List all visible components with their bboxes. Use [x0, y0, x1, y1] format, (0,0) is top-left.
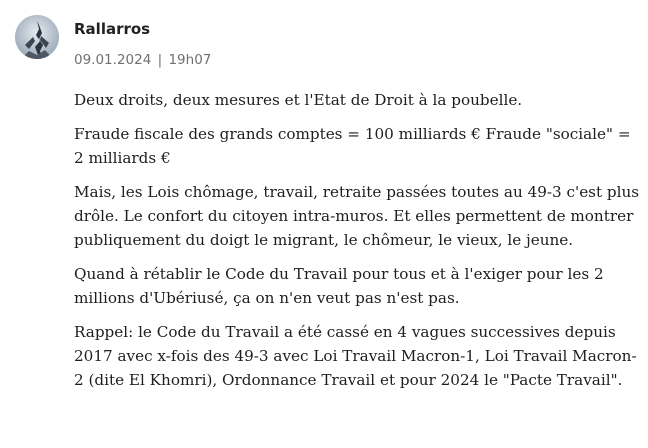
- comment-author[interactable]: Rallarros: [74, 20, 151, 38]
- timestamp-separator: |: [157, 52, 163, 68]
- comment-paragraph: Fraude fiscale des grands comptes = 100 milliards € Fraude "sociale" = 2 milliards €: [74, 125, 631, 167]
- comment-paragraph: Mais, les Lois chômage, travail, retraite passées toutes au 49-3 c'est plus drôle. Le confort du citoyen intra-muros. Et elles permettent de montrer publiquement du doigt le migrant, le chômeur, le vieux, le jeune.: [74, 183, 640, 249]
- comment-timestamp: [74, 52, 211, 68]
- comment-time: 19h07: [168, 52, 212, 68]
- comment-paragraph: Deux droits, deux mesures et l'Etat de Droit à la poubelle.: [74, 91, 523, 109]
- comment-date: 09.01.2024: [74, 52, 152, 68]
- comment-body: [74, 88, 640, 402]
- comment-paragraph: Rappel: le Code du Travail a été cassé en 4 vagues successives depuis 2017 avec x-fois des 49-3 avec Loi Travail Macron-1, Loi Travail Macron-2 (dite El Khomri), Ordonnance Travail et pour 2024 le "Pacte Travail".: [74, 323, 637, 389]
- avatar[interactable]: [15, 15, 59, 59]
- avatar-photo-icon: [15, 15, 59, 59]
- comment-paragraph: Quand à rétablir le Code du Travail pour tous et à l'exiger pour les 2 millions d'Ubériusé, ça on n'en veut pas n'est pas.: [74, 265, 604, 307]
